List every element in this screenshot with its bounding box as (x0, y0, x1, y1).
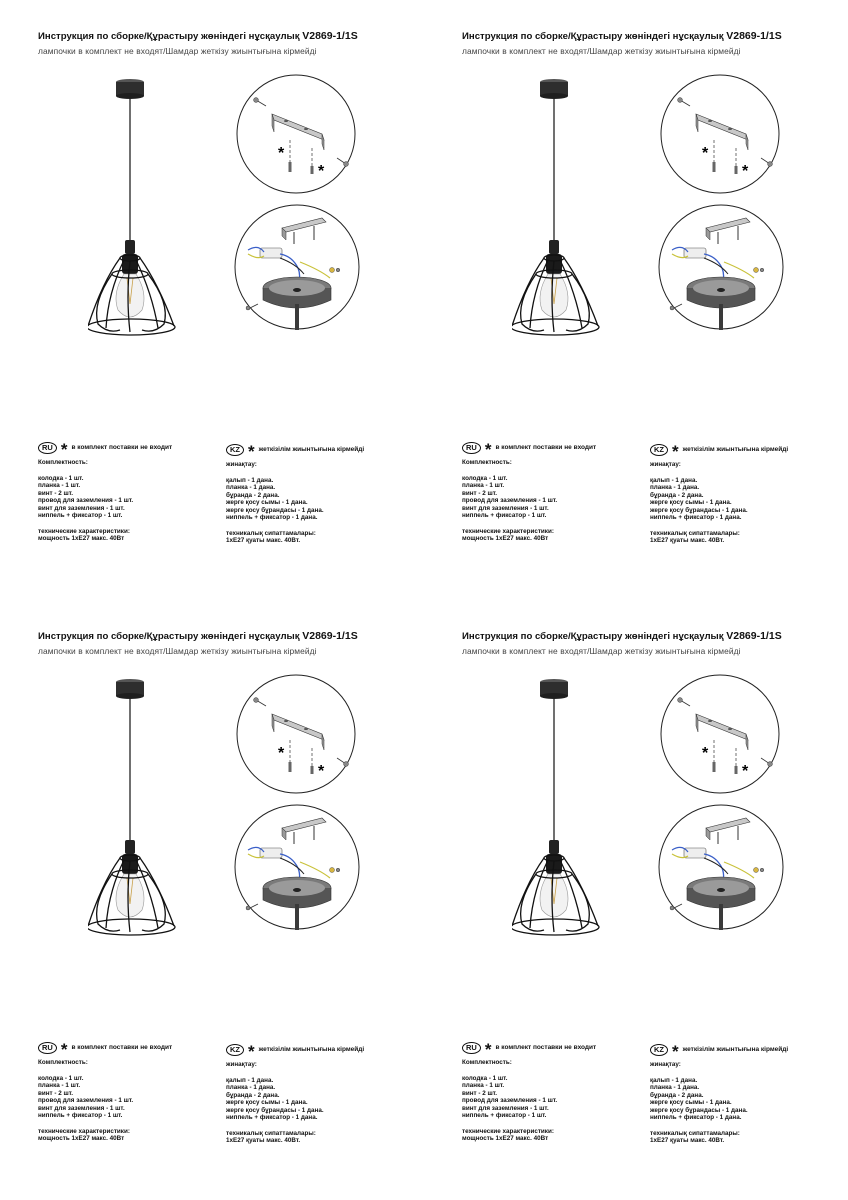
asterisk-icon: * (672, 1042, 679, 1061)
asterisk-left: * (702, 745, 709, 762)
bulb-note: лампочки в комплект не входят/Шамдар жеткізу жиынтығына кірмейді (462, 646, 741, 656)
ru-kit-label: Комплектность: (38, 1059, 88, 1066)
list-item: қалып - 1 дана. (650, 476, 698, 484)
asterisk-left: * (702, 145, 709, 162)
list-item: винт для заземления - 1 шт. (38, 1104, 125, 1112)
bulb-note: лампочки в комплект не входят/Шамдар жеткізу жиынтығына кірмейді (38, 646, 317, 656)
ru-badge: RU (462, 442, 481, 454)
kz-badge: KZ (650, 444, 668, 456)
asterisk-right: * (742, 163, 749, 180)
kz-star-note: жеткізілім жиынтығына кірмейді (682, 446, 789, 454)
ru-star-note: в комплект поставки не входит (71, 444, 173, 452)
kz-section (226, 442, 364, 545)
pendant-lamp-illustration (512, 678, 612, 940)
asterisk-icon: * (248, 442, 255, 461)
list-item: жерге қосу бұрандасы - 1 дана. (226, 506, 324, 514)
title-text: Инструкция по сборке/Құрастыру жөніндегі нұсқаулық (462, 31, 724, 42)
wiring-canopy-diagram (234, 204, 360, 330)
list-item: колодка - 1 шт. (462, 1074, 508, 1082)
asterisk-right: * (318, 163, 325, 180)
kz-kit-list (226, 1077, 364, 1122)
asterisk-left: * (278, 145, 285, 162)
wiring-canopy-diagram (658, 204, 784, 330)
list-item: жерге қосу сымы - 1 дана. (650, 1099, 732, 1106)
asterisk-right: * (742, 763, 749, 780)
list-item: бұранда - 2 дана. (226, 1091, 280, 1099)
list-item: винт - 2 шт. (38, 489, 74, 497)
list-item: винт - 2 шт. (462, 1089, 498, 1097)
instruction-title (38, 630, 358, 642)
ru-section (38, 1040, 172, 1143)
kz-kit-list (650, 477, 788, 522)
instruction-title (462, 30, 782, 42)
instruction-sheet-bottom-right (424, 600, 848, 1200)
list-item: провод для заземления - 1 шт. (462, 497, 558, 504)
list-item: колодка - 1 шт. (462, 474, 508, 482)
instruction-sheet-bottom-left (0, 600, 424, 1200)
ru-kit-list (462, 1075, 596, 1120)
list-item: провод для заземления - 1 шт. (462, 1097, 558, 1104)
instruction-title (462, 630, 782, 642)
model-number: V2869-1/1S (302, 630, 358, 642)
ru-kit-list (462, 475, 596, 520)
ru-badge: RU (462, 1042, 481, 1054)
kz-specs-label: техникалық сипаттамалары: (226, 529, 316, 537)
list-item: қалып - 1 дана. (650, 1076, 698, 1084)
title-text: Инструкция по сборке/Құрастыру жөніндегі нұсқаулық (462, 631, 724, 642)
bulb-note: лампочки в комплект не входят/Шамдар жеткізу жиынтығына кірмейді (38, 46, 317, 56)
asterisk-icon: * (672, 442, 679, 461)
list-item: ниппель + фиксатор - 1 дана. (226, 1114, 318, 1121)
asterisk-icon: * (60, 440, 68, 459)
list-item: ниппель + фиксатор - 1 дана. (650, 1114, 742, 1121)
list-item: ниппель + фиксатор - 1 шт. (462, 512, 547, 519)
list-item: планка - 1 дана. (650, 1084, 700, 1091)
list-item: колодка - 1 шт. (38, 474, 84, 482)
kz-section (226, 1042, 364, 1145)
list-item: винт для заземления - 1 шт. (462, 504, 549, 512)
kz-specs-label: техникалық сипаттамалары: (650, 529, 740, 537)
asterisk-left: * (278, 745, 285, 762)
title-text: Инструкция по сборке/Құрастыру жөніндегі нұсқаулық (38, 31, 300, 42)
mounting-plate-diagram (236, 74, 356, 194)
kz-badge: KZ (226, 1044, 244, 1056)
kz-kit-label: жинақтау: (650, 461, 681, 468)
list-item: қалып - 1 дана. (226, 1076, 274, 1084)
kz-kit-label: жинақтау: (226, 1061, 257, 1068)
kz-badge: KZ (226, 444, 244, 456)
list-item: ниппель + фиксатор - 1 дана. (226, 514, 318, 521)
kz-star-note: жеткізілім жиынтығына кірмейді (258, 1046, 365, 1054)
kz-power: 1хЕ27 қуаты макс. 40Вт. (650, 537, 725, 544)
kz-star-note: жеткізілім жиынтығына кірмейді (258, 446, 365, 454)
list-item: жерге қосу сымы - 1 дана. (226, 499, 308, 506)
ru-kit-label: Комплектность: (462, 459, 512, 466)
ru-specs-label: технические характеристики: (38, 527, 130, 535)
list-item: планка - 1 дана. (226, 484, 276, 491)
list-item: ниппель + фиксатор - 1 шт. (38, 1112, 123, 1119)
list-item: жерге қосу бұрандасы - 1 дана. (650, 506, 748, 514)
list-item: бұранда - 2 дана. (650, 491, 704, 499)
kz-specs-label: техникалық сипаттамалары: (650, 1129, 740, 1137)
kz-kit-label: жинақтау: (226, 461, 257, 468)
ru-badge: RU (38, 442, 57, 454)
list-item: жерге қосу бұрандасы - 1 дана. (650, 1106, 748, 1114)
list-item: винт - 2 шт. (462, 489, 498, 497)
list-item: ниппель + фиксатор - 1 шт. (38, 512, 123, 519)
ru-section (462, 440, 596, 543)
list-item: планка - 1 дана. (650, 484, 700, 491)
ru-kit-label: Комплектность: (38, 459, 88, 466)
list-item: жерге қосу сымы - 1 дана. (226, 1099, 308, 1106)
kz-kit-list (650, 1077, 788, 1122)
ru-section (462, 1040, 596, 1143)
list-item: бұранда - 2 дана. (650, 1091, 704, 1099)
instruction-sheet-top-left (0, 0, 424, 600)
ru-power: мощность 1хЕ27 макс. 40Вт (38, 535, 125, 542)
asterisk-icon: * (60, 1040, 68, 1059)
list-item: ниппель + фиксатор - 1 шт. (462, 1112, 547, 1119)
kz-star-note: жеткізілім жиынтығына кірмейді (682, 1046, 789, 1054)
ru-specs-label: технические характеристики: (462, 527, 554, 535)
kz-specs-label: техникалық сипаттамалары: (226, 1129, 316, 1137)
list-item: винт для заземления - 1 шт. (462, 1104, 549, 1112)
asterisk-icon: * (248, 1042, 255, 1061)
ru-kit-list (38, 1075, 172, 1120)
ru-power: мощность 1хЕ27 макс. 40Вт (38, 1135, 125, 1142)
ru-power: мощность 1хЕ27 макс. 40Вт (462, 535, 549, 542)
ru-kit-list (38, 475, 172, 520)
mounting-plate-diagram (236, 674, 356, 794)
list-item: жерге қосу сымы - 1 дана. (650, 499, 732, 506)
ru-specs-label: технические характеристики: (38, 1127, 130, 1135)
instruction-title (38, 30, 358, 42)
list-item: винт - 2 шт. (38, 1089, 74, 1097)
list-item: провод для заземления - 1 шт. (38, 1097, 134, 1104)
title-text: Инструкция по сборке/Құрастыру жөніндегі нұсқаулық (38, 631, 300, 642)
ru-badge: RU (38, 1042, 57, 1054)
kz-section (650, 442, 788, 545)
asterisk-right: * (318, 763, 325, 780)
kz-power: 1хЕ27 қуаты макс. 40Вт. (650, 1137, 725, 1144)
model-number: V2869-1/1S (302, 30, 358, 42)
kz-power: 1хЕ27 қуаты макс. 40Вт. (226, 537, 301, 544)
asterisk-icon: * (484, 1040, 492, 1059)
mounting-plate-diagram (660, 674, 780, 794)
kz-kit-label: жинақтау: (650, 1061, 681, 1068)
ru-specs-label: технические характеристики: (462, 1127, 554, 1135)
bulb-note: лампочки в комплект не входят/Шамдар жеткізу жиынтығына кірмейді (462, 46, 741, 56)
ru-star-note: в комплект поставки не входит (71, 1044, 173, 1052)
wiring-canopy-diagram (658, 804, 784, 930)
list-item: жерге қосу бұрандасы - 1 дана. (226, 1106, 324, 1114)
model-number: V2869-1/1S (726, 630, 782, 642)
list-item: планка - 1 шт. (462, 1082, 505, 1089)
list-item: планка - 1 дана. (226, 1084, 276, 1091)
pendant-lamp-illustration (88, 78, 188, 340)
kz-power: 1хЕ27 қуаты макс. 40Вт. (226, 1137, 301, 1144)
ru-star-note: в комплект поставки не входит (495, 1044, 597, 1052)
pendant-lamp-illustration (88, 678, 188, 940)
ru-kit-label: Комплектность: (462, 1059, 512, 1066)
wiring-canopy-diagram (234, 804, 360, 930)
mounting-plate-diagram (660, 74, 780, 194)
kz-kit-list (226, 477, 364, 522)
list-item: провод для заземления - 1 шт. (38, 497, 134, 504)
list-item: планка - 1 шт. (462, 482, 505, 489)
asterisk-icon: * (484, 440, 492, 459)
instruction-sheet-top-right (424, 0, 848, 600)
list-item: планка - 1 шт. (38, 1082, 81, 1089)
model-number: V2869-1/1S (726, 30, 782, 42)
list-item: колодка - 1 шт. (38, 1074, 84, 1082)
list-item: винт для заземления - 1 шт. (38, 504, 125, 512)
kz-section (650, 1042, 788, 1145)
ru-power: мощность 1хЕ27 макс. 40Вт (462, 1135, 549, 1142)
list-item: ниппель + фиксатор - 1 дана. (650, 514, 742, 521)
list-item: планка - 1 шт. (38, 482, 81, 489)
kz-badge: KZ (650, 1044, 668, 1056)
list-item: бұранда - 2 дана. (226, 491, 280, 499)
list-item: қалып - 1 дана. (226, 476, 274, 484)
ru-section (38, 440, 172, 543)
ru-star-note: в комплект поставки не входит (495, 444, 597, 452)
pendant-lamp-illustration (512, 78, 612, 340)
